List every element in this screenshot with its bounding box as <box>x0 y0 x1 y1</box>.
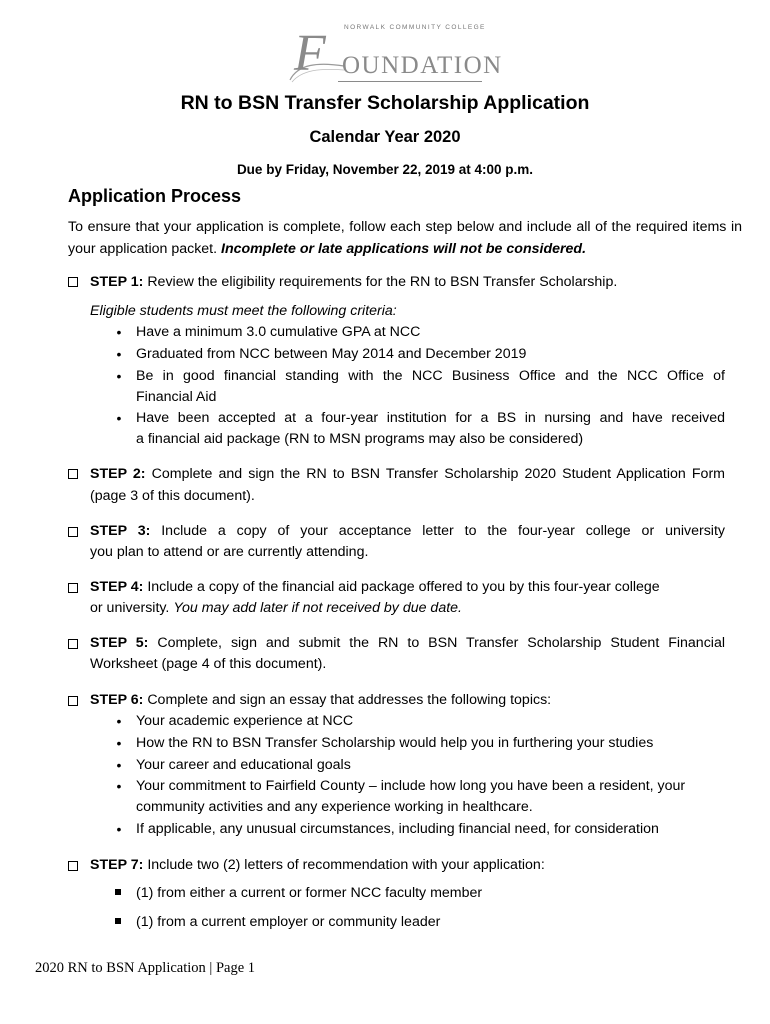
bullet-icon: • <box>116 324 122 340</box>
step7-checkbox[interactable] <box>68 861 78 871</box>
step5-line1: STEP 5: Complete, sign and submit the RN to BSN Transfer Scholarship Student Financial <box>90 635 725 651</box>
recommendation-item: (1) from either a current or former NCC faculty member <box>136 885 483 901</box>
step2-line2: (page 3 of this document). <box>90 488 255 504</box>
essay-topic: How the RN to BSN Transfer Scholarship would help you in furthering your studies <box>136 735 654 751</box>
page-footer: 2020 RN to BSN Application | Page 1 <box>35 960 255 976</box>
criteria-item-continued: a financial aid package (RN to MSN programs may also be considered) <box>136 431 584 447</box>
step4-line2: or university. You may add later if not received by due date. <box>90 600 462 616</box>
bullet-icon: • <box>116 346 122 362</box>
step5-checkbox[interactable] <box>68 639 78 649</box>
step6-checkbox[interactable] <box>68 696 78 706</box>
section-heading: Application Process <box>68 186 242 206</box>
logo-word: OUNDATION <box>342 52 503 79</box>
step4-note: You may add later if not received by due date. <box>173 600 462 616</box>
page-subtitle: Calendar Year 2020 <box>309 128 461 146</box>
step3-label: STEP 3: <box>90 523 151 539</box>
step7-label: STEP 7: <box>90 857 144 873</box>
step3-checkbox[interactable] <box>68 527 78 537</box>
step6-label: STEP 6: <box>90 692 144 708</box>
foundation-logo <box>288 20 503 86</box>
page-title: RN to BSN Transfer Scholarship Application <box>180 92 590 114</box>
essay-topic-continued: community activities and any experience working in healthcare. <box>136 799 533 815</box>
bullet-icon: • <box>116 778 122 794</box>
step4-label: STEP 4: <box>90 579 144 595</box>
step3-line2: you plan to attend or are currently attending. <box>90 544 369 560</box>
step1-label: STEP 1: <box>90 274 144 290</box>
step1-text: Review the eligibility requirements for the RN to BSN Transfer Scholarship. <box>147 274 618 290</box>
step1-line <box>90 272 617 294</box>
square-bullet-icon <box>115 918 121 924</box>
bullet-icon: • <box>116 368 122 384</box>
logo-initial: F <box>294 25 326 82</box>
due-date: Due by Friday, November 22, 2019 at 4:00 p.m. <box>236 162 534 177</box>
recommendation-item: (1) from a current employer or community leader <box>136 914 441 930</box>
logo-college-name: NORWALK COMMUNITY COLLEGE <box>344 24 486 31</box>
bullet-icon: • <box>116 757 122 773</box>
bullet-icon: • <box>116 713 122 729</box>
bullet-icon: • <box>116 735 122 751</box>
criteria-heading: Eligible students must meet the following criteria: <box>90 303 397 319</box>
essay-topic: Your academic experience at NCC <box>136 713 354 729</box>
criteria-item: Be in good financial standing with the NCC Business Office and the NCC Office of <box>136 368 725 384</box>
intro-text: To ensure that your application is complete, follow each step below and include all of the required items in your application packet. <box>68 219 742 257</box>
step7-line: STEP 7: Include two (2) letters of recommendation with your application: <box>90 857 545 873</box>
logo-underline <box>338 81 482 82</box>
criteria-item: Graduated from NCC between May 2014 and December 2019 <box>136 346 527 362</box>
step4-checkbox[interactable] <box>68 583 78 593</box>
step5-label: STEP 5: <box>90 635 149 651</box>
criteria-item: Have been accepted at a four-year institution for a BS in nursing and have received <box>136 410 725 426</box>
criteria-item-continued: Financial Aid <box>136 389 217 405</box>
criteria-item: Have a minimum 3.0 cumulative GPA at NCC <box>136 324 421 340</box>
intro-emphasis: Incomplete or late applications will not be considered. <box>221 240 587 257</box>
step2-label: STEP 2: <box>90 466 146 482</box>
essay-topic: Your career and educational goals <box>136 757 351 773</box>
step5-line2: Worksheet (page 4 of this document). <box>90 656 327 672</box>
step1-checkbox[interactable] <box>68 277 78 287</box>
bullet-icon: • <box>116 410 122 426</box>
step6-line: STEP 6: Complete and sign an essay that addresses the following topics: <box>90 692 552 708</box>
step4-line1: STEP 4: Include a copy of the financial aid package offered to you by this four-year college <box>90 579 660 595</box>
bullet-icon: • <box>116 821 122 837</box>
step2-line1: STEP 2: Complete and sign the RN to BSN Transfer Scholarship 2020 Student Application Form <box>90 466 725 482</box>
step3-line1: STEP 3: Include a copy of your acceptance letter to the four-year college or university <box>90 523 725 539</box>
square-bullet-icon <box>115 889 121 895</box>
step2-checkbox[interactable] <box>68 469 78 479</box>
essay-topic: If applicable, any unusual circumstances, including financial need, for consideration <box>136 821 659 837</box>
essay-topic: Your commitment to Fairfield County – include how long you have been a resident, your <box>136 778 686 794</box>
intro-paragraph <box>68 217 742 260</box>
